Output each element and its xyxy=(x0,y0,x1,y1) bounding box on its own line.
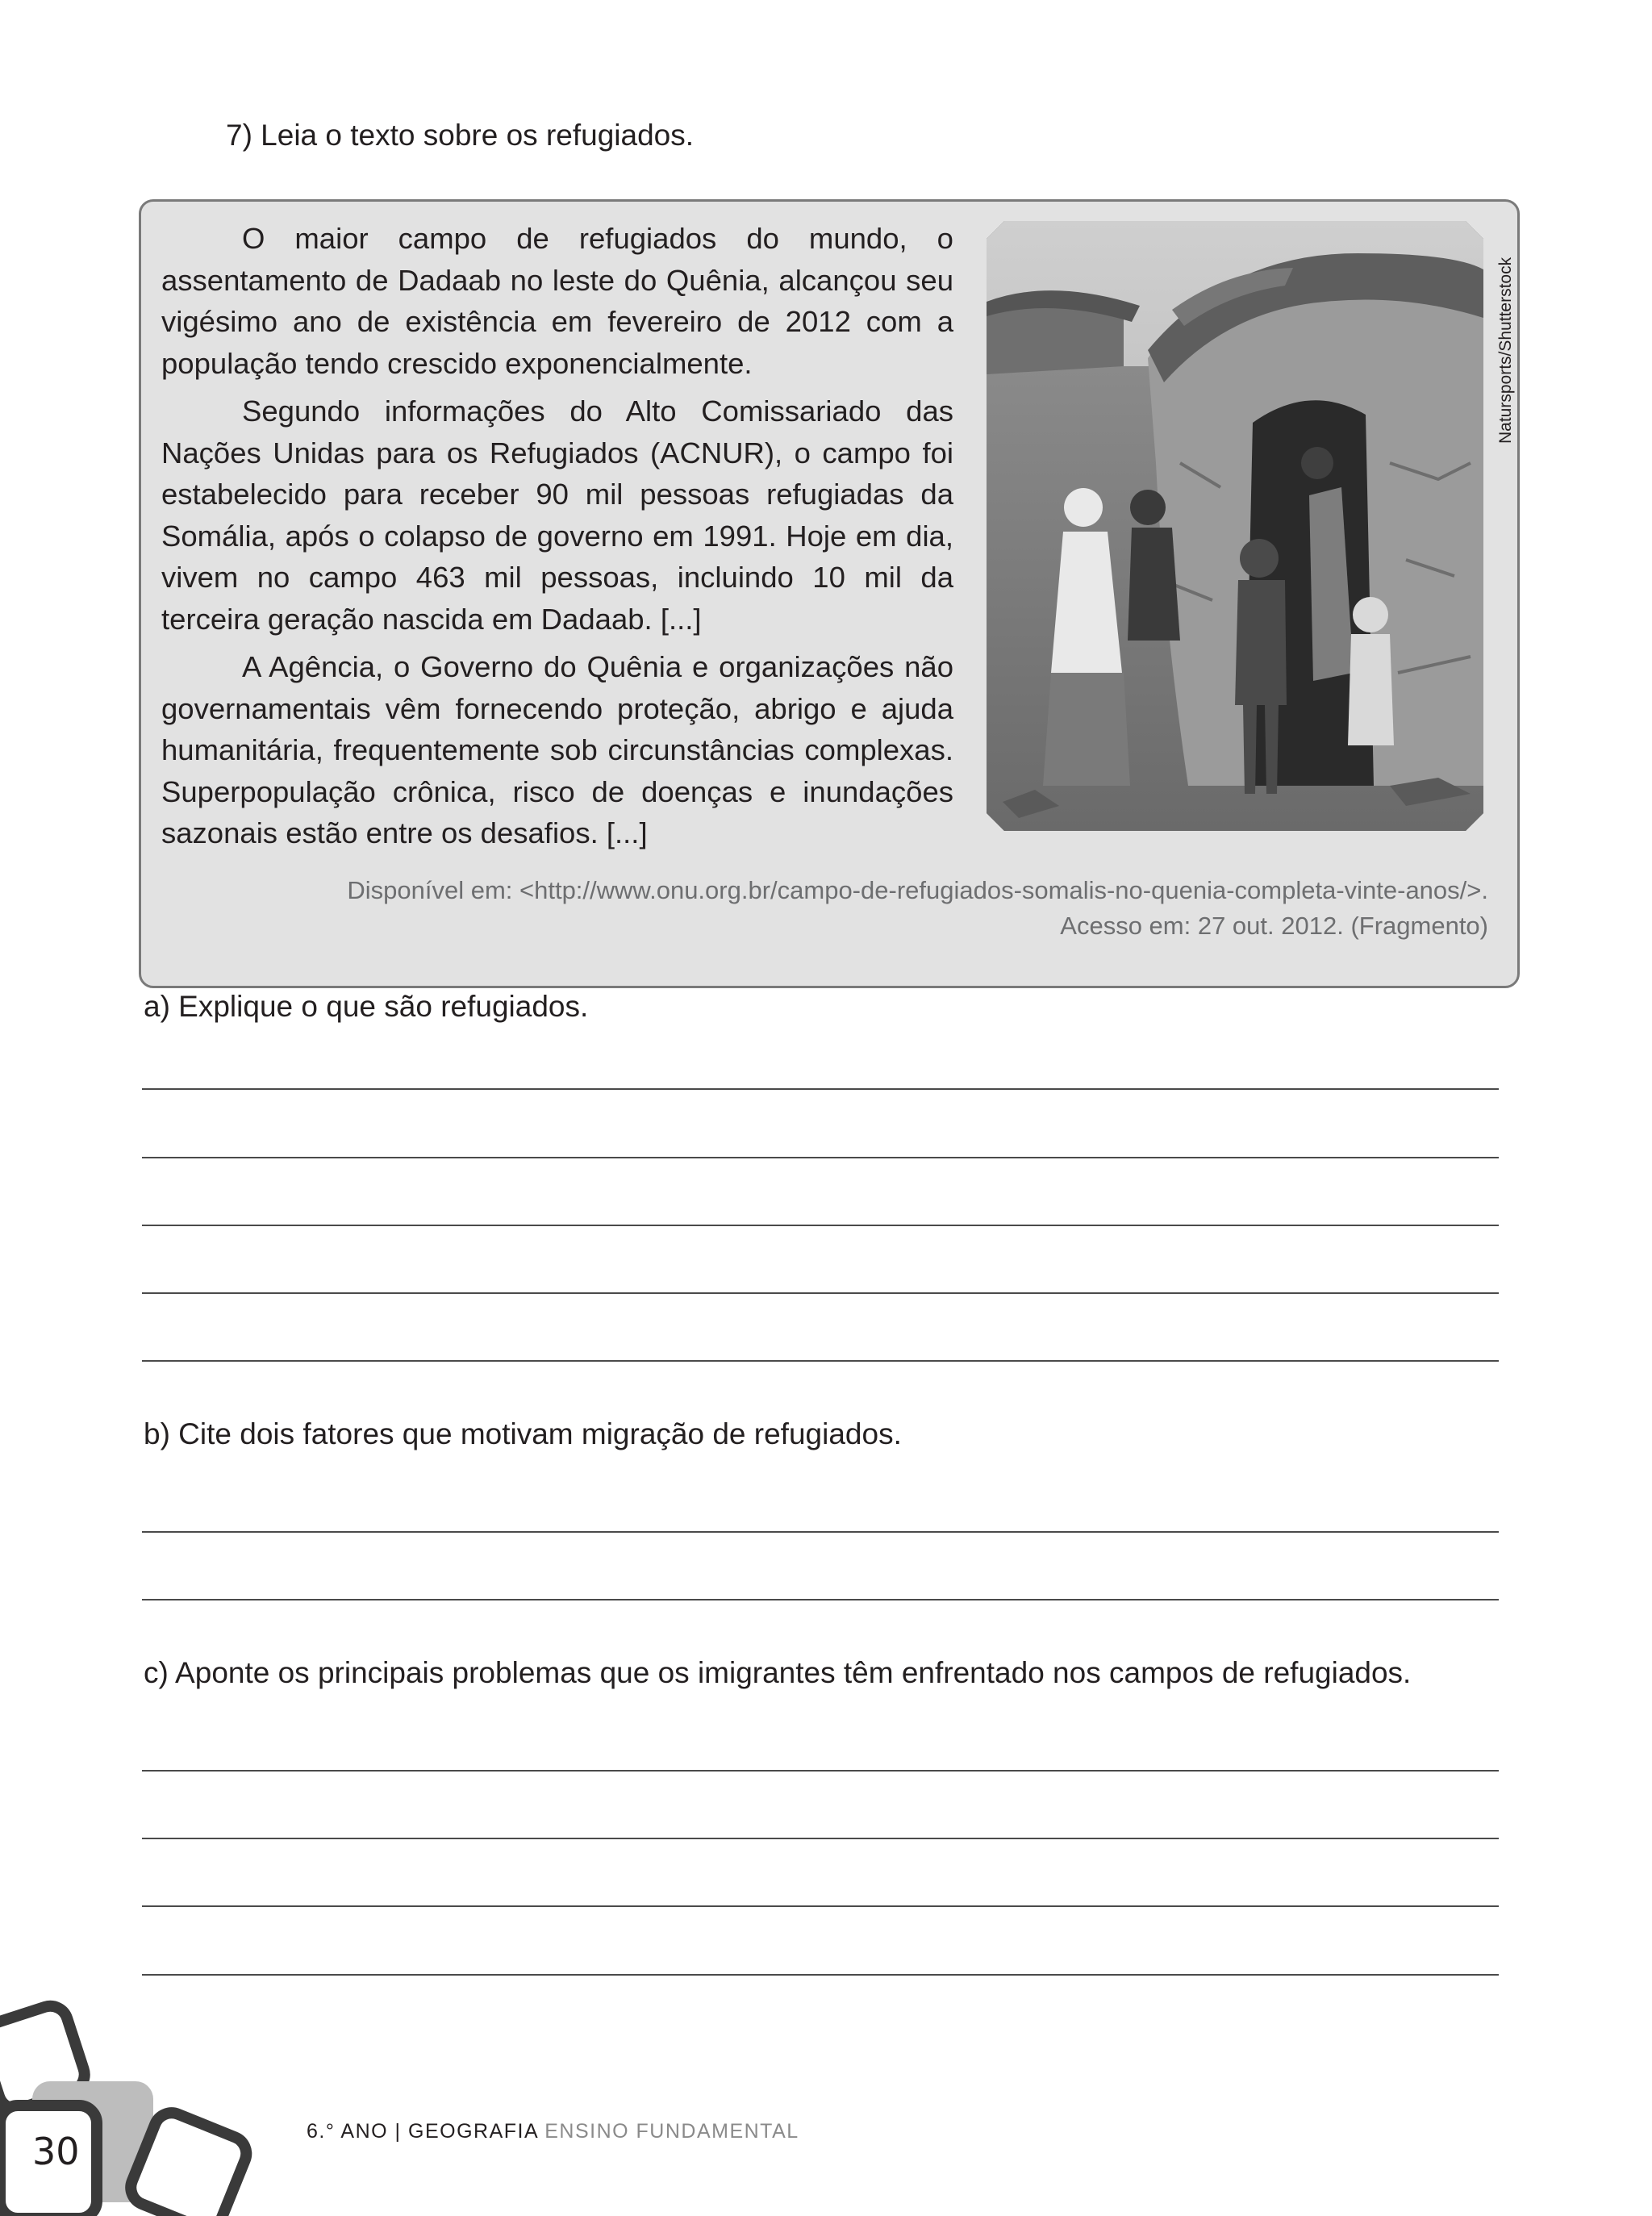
refugee-children-photo xyxy=(987,221,1483,831)
answer-line[interactable] xyxy=(142,1838,1499,1839)
decorative-squares-icon xyxy=(0,1984,258,2216)
answer-line[interactable] xyxy=(142,1088,1499,1090)
answer-line[interactable] xyxy=(142,1225,1499,1226)
reading-text xyxy=(161,218,953,861)
answer-line[interactable] xyxy=(142,1974,1499,1976)
answer-line[interactable] xyxy=(142,1905,1499,1907)
paragraph-2: Segundo informações do Alto Comissariado das Nações Unidas para os Refugiados (ACNUR), o campo foi estabelecido para receber 90 mil pessoas refugiadas da Somália, após o colapso de governo em 1991. Hoje em dia, vivem no campo 463 mil pessoas, incluindo 10 mil da terceira geração nascida em Dadaab. [...] xyxy=(161,394,953,636)
question-c: c) Aponte os principais problemas que os imigrantes têm enfrentado nos campos de refugiados. xyxy=(144,1656,1412,1689)
footer-separator: | xyxy=(394,2120,402,2143)
source-citation xyxy=(347,873,1488,944)
answer-line[interactable] xyxy=(142,1770,1499,1772)
answer-line[interactable] xyxy=(142,1157,1499,1158)
page-number: 30 xyxy=(32,2130,80,2173)
footer-grade: 6.° ANO xyxy=(307,2120,389,2143)
footer xyxy=(307,2120,799,2143)
source-access-date: Acesso em: 27 out. 2012. (Fragmento) xyxy=(1060,912,1488,940)
question-a: a) Explique o que são refugiados. xyxy=(144,990,589,1023)
source-url: Disponível em: <http://www.onu.org.br/campo-de-refugiados-somalis-no-quenia-completa-vinte-anos/>. xyxy=(347,876,1488,904)
footer-level: ENSINO FUNDAMENTAL xyxy=(544,2120,799,2143)
answer-line[interactable] xyxy=(142,1599,1499,1600)
photo-credit: Natursports/Shutterstock xyxy=(1496,257,1515,444)
paragraph-3: A Agência, o Governo do Quênia e organizações não governamentais vêm fornecendo proteção, abrigo e ajuda humanitária, frequentemente sob circunstâncias complexas. Superpopulação crônica, risco de doenças e inundações sazonais estão entre os desafios. [...] xyxy=(161,650,953,849)
question-b: b) Cite dois fatores que motivam migração de refugiados. xyxy=(144,1417,902,1450)
answer-line[interactable] xyxy=(142,1292,1499,1294)
paragraph-1: O maior campo de refugiados do mundo, o assentamento de Dadaab no leste do Quênia, alcançou seu vigésimo ano de existência em fevereiro de 2012 com a população tendo crescido exponencialmente. xyxy=(161,222,953,380)
answer-line[interactable] xyxy=(142,1531,1499,1533)
footer-subject: GEOGRAFIA xyxy=(408,2120,538,2143)
question-title: 7) Leia o texto sobre os refugiados. xyxy=(226,119,695,152)
reading-text-box xyxy=(139,199,1520,988)
answer-line[interactable] xyxy=(142,1360,1499,1362)
